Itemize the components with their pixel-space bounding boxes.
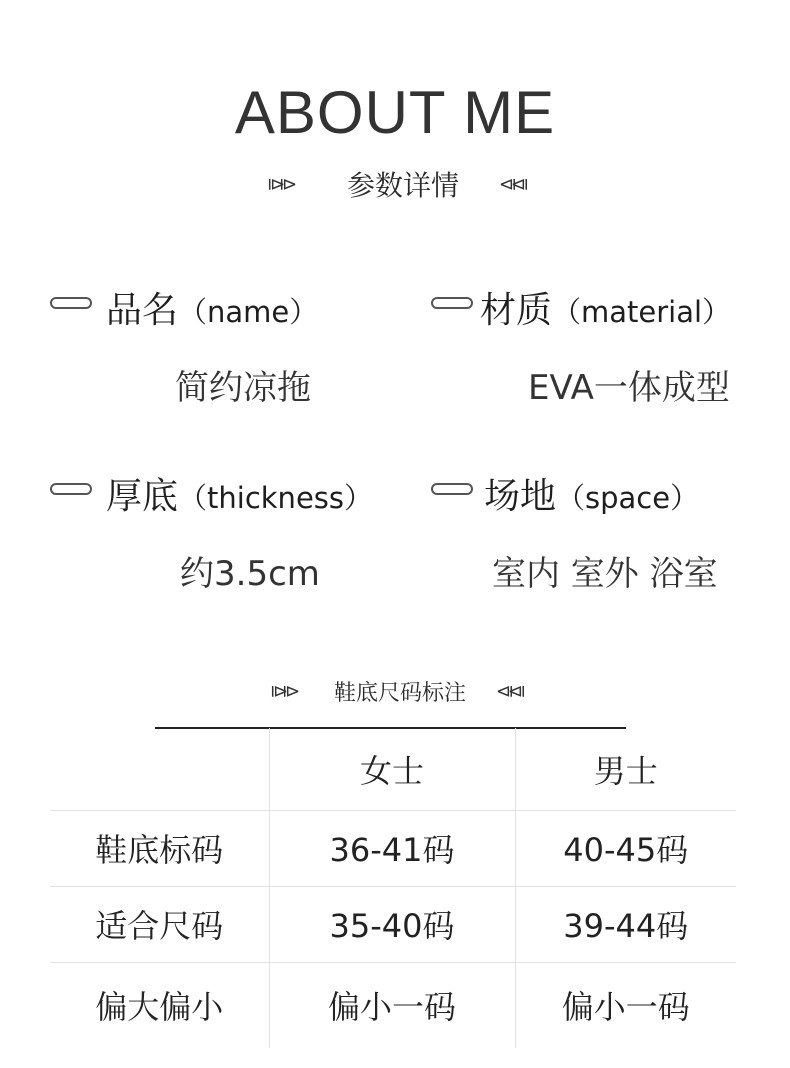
table-cell: 40-45码: [515, 810, 736, 886]
section-heading-params: [0, 164, 790, 204]
table-cell: 鞋底标码: [50, 810, 269, 886]
section-title: 参数详情: [346, 169, 459, 202]
section-heading-size: [0, 676, 790, 707]
section-title: 鞋底尺码标注: [333, 681, 466, 706]
param-label-cn: 品名: [106, 290, 179, 331]
double-arrow-left-icon: ⧏⧏: [499, 173, 523, 195]
table-header-cell: [50, 728, 269, 810]
param-label-en: （thickness）: [178, 481, 374, 515]
table-header-cell: 女士: [269, 728, 515, 810]
page-title: ABOUT ME: [234, 79, 556, 146]
table-cell: 36-41码: [269, 810, 515, 886]
table-header-row: [50, 728, 736, 810]
param-label-en: （space）: [556, 481, 700, 515]
param-thickness-value: 约3.5cm: [180, 554, 320, 594]
pill-bullet-icon: [431, 297, 473, 309]
param-label-cn: 材质: [480, 290, 553, 331]
param-material-value: EVA一体成型: [528, 368, 730, 408]
double-arrow-left-icon: ⧏⧏: [496, 681, 520, 702]
param-space-value: 室内 室外 浴室: [492, 554, 718, 594]
param-name-value: 简约凉拖: [175, 368, 311, 408]
param-label-en: （material）: [552, 295, 732, 329]
size-table: [50, 728, 736, 1048]
param-thickness-label: [106, 468, 373, 519]
table-row: [50, 886, 736, 962]
param-label-cn: 厚底: [106, 476, 179, 517]
pill-bullet-icon: [50, 483, 92, 495]
table-row: [50, 810, 736, 886]
table-cell: 偏小一码: [269, 962, 515, 1048]
pill-bullet-icon: [431, 483, 473, 495]
table-cell: 35-40码: [269, 886, 515, 962]
double-arrow-right-icon: ⧐⧐: [266, 173, 291, 195]
param-name-label: [106, 282, 318, 333]
table-cell: 适合尺码: [50, 886, 269, 962]
table-header-cell: 男士: [593, 751, 658, 790]
table-cell: 39-44码: [515, 886, 736, 962]
param-label-en: （name）: [178, 295, 319, 329]
param-space-label: [484, 468, 699, 519]
table-cell: 偏大偏小: [50, 962, 269, 1048]
table-row: [50, 962, 736, 1048]
double-arrow-right-icon: ⧐⧐: [269, 681, 294, 702]
param-label-cn: 场地: [484, 476, 557, 517]
table-cell: 偏小一码: [515, 962, 736, 1048]
param-material-label: [480, 282, 731, 333]
pill-bullet-icon: [50, 297, 92, 309]
